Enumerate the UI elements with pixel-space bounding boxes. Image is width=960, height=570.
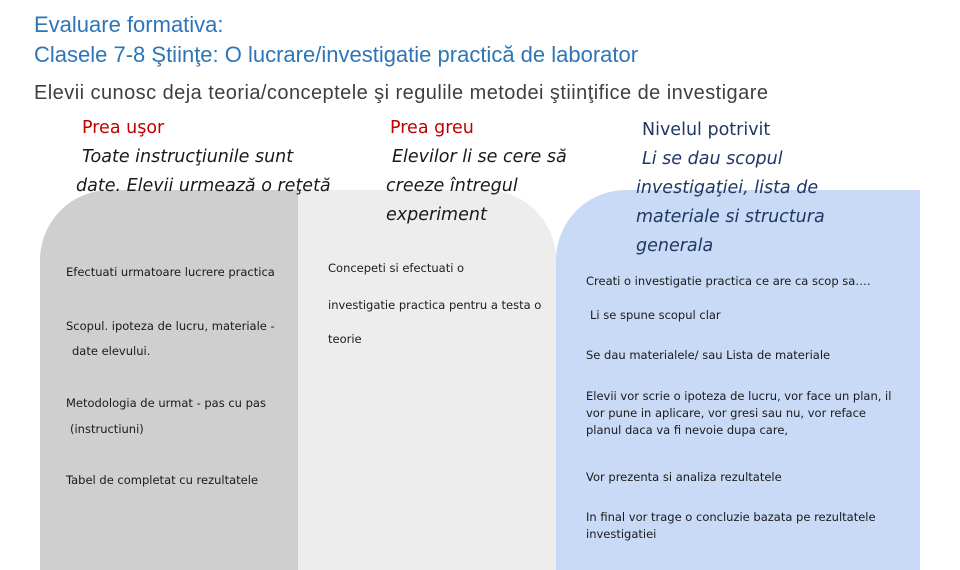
right-level-item: Elevii vor scrie o ipoteza de lucru, vor face un plan, il vor pune in aplicare, vor gresi sau nu, vor reface planul daca va fi nevoie dupa care, [586,389,892,437]
right-level-heading: Nivelul potrivit [642,120,771,140]
hard-description-line: creeze întregul [386,176,518,196]
hard-panel [298,190,556,570]
easy-description-line: date. Elevii urmează o reţetă [76,176,331,196]
easy-panel [40,190,298,570]
right-level-description-line: generala [636,236,714,256]
easy-item: Metodologia de urmat - pas cu pas [66,396,266,410]
slide-subtitle: Elevii cunosc deja teoria/conceptele şi regulile metodei ştiinţifice de investigare [34,82,769,104]
easy-description-line: Toate instrucţiunile sunt [82,147,294,167]
right-level-item: Vor prezenta si analiza rezultatele [586,470,782,484]
easy-item: Efectuati urmatoare lucrere practica [66,265,275,279]
hard-item: investigatie practica pentru a testa o [328,298,542,312]
hard-heading: Prea greu [390,118,474,138]
hard-item: Concepeti si efectuati o [328,261,465,275]
hard-header [386,114,567,230]
hard-description-line: experiment [386,205,487,225]
right-level-description-line: investigaţiei, lista de [636,178,819,198]
easy-item: Tabel de completat cu rezultatele [66,473,259,487]
right-level-item: In final vor trage o concluzie bazata pe rezultatele investigatiei [586,510,876,541]
hard-description [386,143,567,230]
right-level-item: Li se spune scopul clar [590,308,721,322]
right-level-description-line: Li se dau scopul [642,149,783,169]
easy-item: date elevului. [72,344,151,358]
hard-item: teorie [328,332,362,346]
right-level-item: Creati o investigatie practica ce are ca scop sa…. [586,274,871,288]
right-level-description [636,145,825,261]
easy-header [76,114,331,201]
easy-item: Scopul. ipoteza de lucru, materiale - [66,319,275,333]
easy-heading: Prea uşor [82,118,165,138]
easy-item: (instructiuni) [70,422,144,436]
slide-title [34,10,638,70]
right-level-description-line: materiale si structura [636,207,825,227]
title-line-1: Evaluare formativa: [34,12,224,37]
hard-description-line: Elevilor li se cere să [392,147,567,167]
right-level-header [636,116,825,261]
title-line-2: Clasele 7-8 Ştiinţe: O lucrare/investigatie practică de laborator [34,42,639,67]
easy-description [76,143,331,201]
right-level-item: Se dau materialele/ sau Lista de materiale [586,348,831,362]
